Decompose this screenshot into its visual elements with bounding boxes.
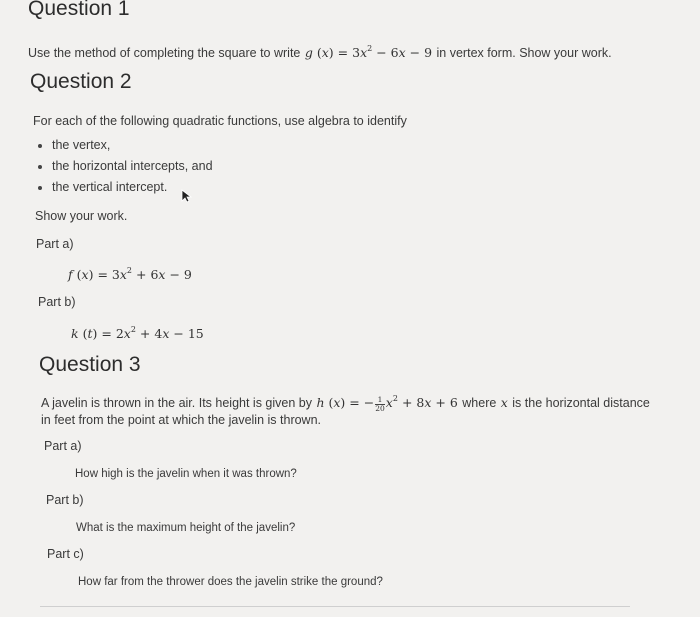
question-3-where: where <box>462 396 497 410</box>
question-3-variable-x: x <box>500 395 508 410</box>
question-3-line-2: in feet from the point at which the javelin is thrown. <box>41 413 322 427</box>
question-3-part-c-label: Part c) <box>47 547 84 561</box>
question-2-part-b-formula: k $(t) = 2x^2 + 4x - 15$ <box>71 325 204 341</box>
question-3-line-1 <box>41 394 650 413</box>
bullet-item-vertical-intercept: the vertical intercept. <box>38 180 213 201</box>
question-3-part-a-label: Part a) <box>44 439 82 453</box>
question-3-part-a-text: How high is the javelin when it was thrown? <box>75 468 297 480</box>
question-3-part-b-label: Part b) <box>46 493 84 507</box>
bullet-item-vertex: the vertex, <box>38 138 213 159</box>
bottom-divider <box>40 606 630 607</box>
question-3-line-1-after: is the horizontal distance <box>512 396 650 410</box>
question-3-part-b-text: What is the maximum height of the javelin? <box>76 522 296 534</box>
question-2-intro: For each of the following quadratic functions, use algebra to identify <box>33 114 407 128</box>
question-1-prompt-after: in vertex form. Show your work. <box>436 46 612 60</box>
question-3-part-c-text: How far from the thrower does the javelin strike the ground? <box>78 576 383 588</box>
mouse-cursor-icon <box>181 189 193 203</box>
question-1-prompt-before: Use the method of completing the square to write <box>28 46 301 60</box>
question-1-title: Question 1 <box>28 0 130 20</box>
question-2-show-work: Show your work. <box>35 209 128 223</box>
bullet-item-horizontal-intercepts: the horizontal intercepts, and <box>38 159 213 180</box>
question-1-prompt <box>28 44 612 62</box>
question-2-part-a-label: Part a) <box>36 237 74 251</box>
question-3-title: Question 3 <box>39 353 141 376</box>
question-2-title: Question 2 <box>30 70 132 93</box>
question-2-part-b-label: Part b) <box>38 295 76 309</box>
question-3-line-1-before: A javelin is thrown in the air. Its height is given by <box>41 396 312 410</box>
question-3-formula: h (x) = − $\frac{1}{20}$ $x^2 + 8x + 6$ <box>316 394 458 413</box>
question-2-part-a-formula: f $(x) = 3x^2 + 6x - 9$ <box>68 266 192 282</box>
question-1-formula: g $(x) = 3x^2 - 6x - 9$ <box>304 44 433 60</box>
